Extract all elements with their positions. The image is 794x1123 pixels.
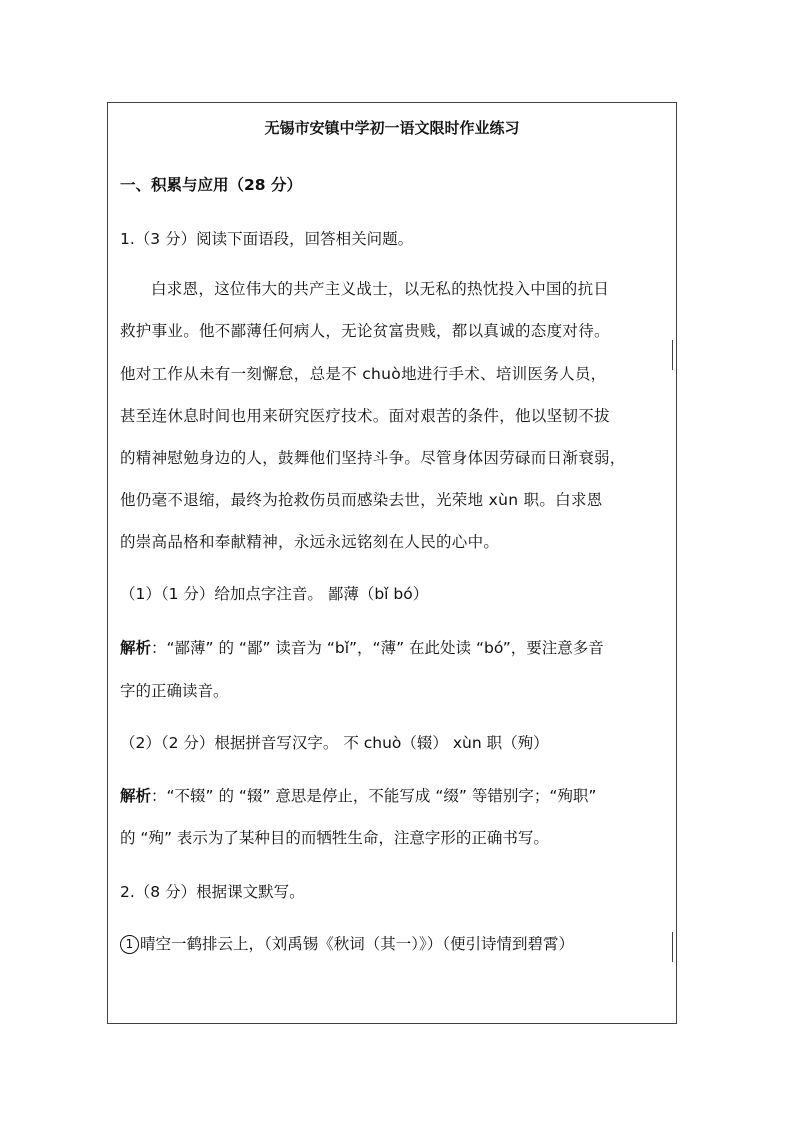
- dictation-item-1: [120, 934, 672, 954]
- analysis-2-line-2: 的 “殉” 表示为了某种目的而牺牲生命，注意字形的正确书写。: [120, 829, 549, 847]
- paragraph-line: 他仍毫不退缩，最终为抢救伤员而感染去世，光荣地 xùn 职。白求恩: [120, 491, 603, 509]
- analysis-1-line-2: 字的正确读音。: [120, 682, 229, 700]
- document-title: 无锡市安镇中学初一语文限时作业练习: [264, 119, 520, 137]
- sub-question-1: （1）（1 分）给加点字注音。 鄙薄（bǐ bó）: [120, 585, 429, 603]
- analysis-text: ：“鄙薄” 的 “鄙” 读音为 “bǐ”，“薄” 在此处读 “bó”，要注意多音: [151, 639, 604, 657]
- question-1-stem: 1.（3 分）阅读下面语段，回答相关问题。: [120, 230, 414, 248]
- analysis-label: 解析: [120, 639, 152, 657]
- sub-question-2: （2）（2 分）根据拼音写汉字。 不 chuò（辍） xùn 职（殉）: [120, 734, 549, 752]
- circled-number: 1: [120, 935, 139, 954]
- paragraph-line: 白求恩，这位伟大的共产主义战士，以无私的热忱投入中国的抗日: [151, 280, 610, 298]
- right-margin-mark: [672, 340, 673, 370]
- paragraph-line: 救护事业。他不鄙薄任何病人，无论贫富贵贱，都以真诚的态度对待。: [120, 322, 610, 340]
- analysis-text: ：“不辍” 的 “辍” 意思是停止，不能写成 “缀” 等错别字；“殉职”: [151, 787, 597, 805]
- paragraph-line: 的崇高品格和奉献精神，永远永远铭刻在人民的心中。: [120, 533, 500, 551]
- paragraph-line: 他对工作从未有一刻懈怠，总是不 chuò地进行手术、培训医务人员，: [120, 365, 607, 383]
- section-heading: 一、积累与应用（28 分）: [120, 176, 302, 194]
- analysis-1-line-1: [120, 638, 672, 658]
- analysis-2-line-1: [120, 786, 672, 806]
- paragraph-line: 甚至连休息时间也用来研究医疗技术。面对艰苦的条件，他以坚韧不拔: [120, 407, 610, 425]
- right-margin-mark: [672, 932, 673, 962]
- question-2-stem: 2.（8 分）根据课文默写。: [120, 883, 305, 901]
- paragraph-line: 的精神慰勉身边的人，鼓舞他们坚持斗争。尽管身体因劳碌而日渐衰弱，: [120, 449, 626, 467]
- analysis-label: 解析: [120, 787, 152, 805]
- dictation-text: 晴空一鹤排云上，（刘禹锡《秋词（其一）》）（便引诗情到碧霄）: [140, 935, 575, 953]
